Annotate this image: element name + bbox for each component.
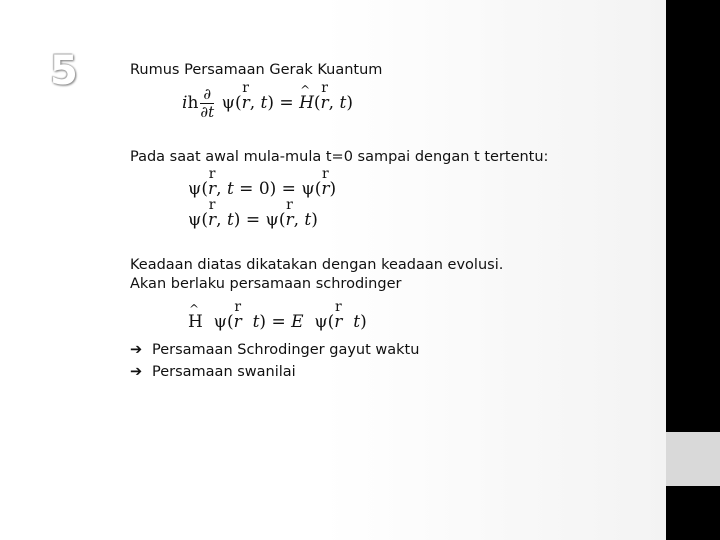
bullet-eigenvalue bbox=[130, 363, 296, 382]
slide-number: 5 bbox=[50, 48, 78, 94]
paragraph-evolution-line2: Akan berlaku persamaan schrodinger bbox=[130, 276, 402, 292]
paragraph-evolution-line1: Keadaan diatas dikatakan dengan keadaan evolusi. bbox=[130, 257, 504, 273]
equation-time-dependent: ih $\frac{\partial}{\partial t}$ ψ( r r, t) = ^ H( r r, t) bbox=[182, 86, 353, 121]
bullet-text: Persamaan Schrodinger gayut waktu bbox=[152, 342, 420, 358]
paragraph-initial-condition: Pada saat awal mula-mula t=0 sampai dengan t tertentu: bbox=[130, 149, 549, 165]
right-gray-block bbox=[666, 432, 720, 486]
equation-evolved-state: ψ( r r, t) = ψ( r r, t) bbox=[188, 197, 318, 230]
arrow-right-icon: ➔ bbox=[130, 342, 143, 358]
arrow-right-icon: ➔ bbox=[130, 364, 143, 380]
bullet-text: Persamaan swanilai bbox=[152, 364, 296, 380]
equation-eigenvalue: ^ H ψ( r r t) = E ψ( r r t) bbox=[188, 312, 367, 332]
paragraph-evolution bbox=[130, 256, 503, 294]
bullet-schrodinger-time bbox=[130, 341, 419, 360]
slide-title: Rumus Persamaan Gerak Kuantum bbox=[130, 62, 383, 78]
equation-initial-state: ψ( r r, t = 0) = ψ( r r) bbox=[188, 166, 337, 199]
